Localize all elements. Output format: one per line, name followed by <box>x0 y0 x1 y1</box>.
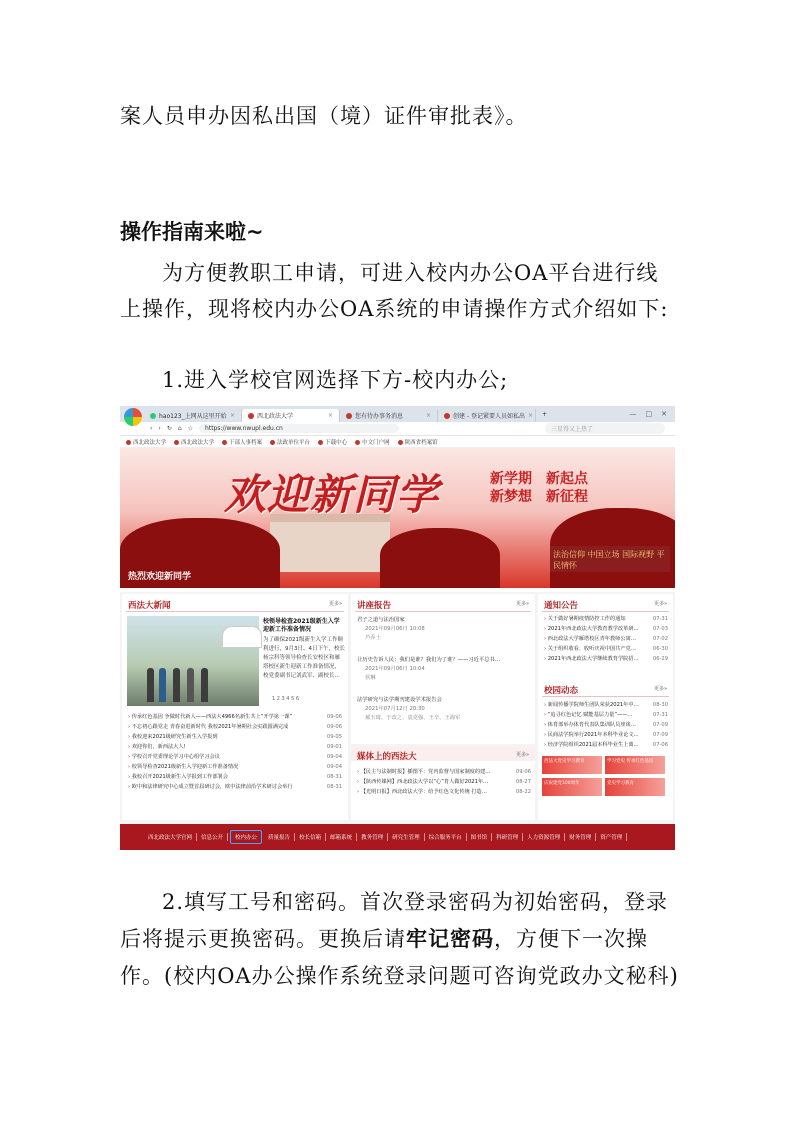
more-link[interactable]: 更多» <box>328 601 342 607</box>
footer-link[interactable]: 校长信箱 <box>295 833 326 841</box>
bookmark[interactable]: 西北政法大学 <box>174 438 214 446</box>
thumbnail-row <box>542 778 665 796</box>
campus-gate-image <box>270 514 390 572</box>
tab-label: 创建 - 登记紧要人员如私出 <box>453 413 525 420</box>
home-icon[interactable]: ⌂ <box>177 425 182 432</box>
website-screenshot <box>120 406 675 850</box>
list-item[interactable]: › 校领导检查2021级新生入学迎新工作准备情况 09-04 <box>128 762 342 772</box>
reload-icon[interactable]: ↻ <box>166 425 172 432</box>
banner-slogan: 新征程 <box>546 489 588 505</box>
close-icon[interactable]: × <box>327 412 333 419</box>
list-item[interactable]: › 【光明日报】西北政法大学：给予红色文化传统 打造… 08-22 <box>357 787 531 797</box>
bookmark[interactable]: 下载中心 <box>318 438 347 446</box>
window-controls <box>630 410 676 418</box>
step-2-text: 2.填写工号和密码。首次登录密码为初始密码，登录后将提示更换密码。更换后请 <box>120 890 669 951</box>
news-list <box>128 712 342 792</box>
footer-link[interactable]: 教务管理 <box>357 833 388 841</box>
address-bar-row <box>120 422 675 436</box>
divider <box>126 611 344 612</box>
browser-tab[interactable] <box>340 409 438 422</box>
tab-label: 西北政法大学 <box>257 413 294 420</box>
list-item[interactable]: › 西北政法大学雁塔校区青年教师公寓… 07-02 <box>544 634 668 644</box>
list-item[interactable]: › 【陕西传媒网】西北政法大学以“心”育人做好2021年… 08-27 <box>357 777 531 787</box>
list-item[interactable]: › 学校召开党委理论学习中心组学习会议 09-04 <box>128 752 342 762</box>
welcome-banner <box>120 448 675 588</box>
minimize-icon[interactable]: — <box>629 410 637 418</box>
more-link[interactable]: 更多» <box>653 686 667 692</box>
lecture-item[interactable]: 让历史告诉人民：我们是谁？我们为了谁？——习近平总书… 2021年09月06日 10:04 侯琳 <box>357 657 501 681</box>
banner-headline: 欢迎新同学 <box>224 470 440 519</box>
panel-title: 校园动态 <box>544 686 579 696</box>
step-2-paragraph <box>120 884 680 995</box>
thumbnail[interactable]: 学习党史 传承红色基因 <box>605 756 665 774</box>
step-1: 1.进入学校官网选择下方-校内办公; <box>162 368 509 392</box>
bookmark[interactable]: 法政单位平台 <box>270 438 310 446</box>
tent-image <box>222 626 262 648</box>
search-input[interactable]: 三星得又上热了 <box>545 423 665 434</box>
homepage-content <box>120 592 675 824</box>
list-item[interactable]: › 体育部举办体育代表队集训队员座谈… 07-09 <box>544 720 668 730</box>
banner-slogan: 新梦想 <box>490 489 532 505</box>
browser-logo-icon <box>124 408 142 426</box>
list-item[interactable]: › 我校召开2021级新生入学报到工作部署会 08-31 <box>128 772 342 782</box>
footer-link[interactable]: 财务管理 <box>565 833 596 841</box>
footer-link[interactable]: 质量报告 <box>264 833 295 841</box>
list-item[interactable]: › 传承红色基因 争做时代新人——西法大4966名新生共上“开学第一课” 09-06 <box>128 712 342 722</box>
footer-link[interactable]: 综合服务平台 <box>425 833 467 841</box>
tab-favicon-icon <box>150 413 156 419</box>
browser-tab-active[interactable] <box>242 409 340 422</box>
divider <box>542 611 669 612</box>
tab-label: hao123_上网从这里开始 <box>159 413 227 420</box>
maximize-icon[interactable]: □ <box>645 410 653 418</box>
list-item[interactable]: › 不忘初心跟党走 青春奋进新时代 我校2021年暑期社会实践圆满完成 09-06 <box>128 722 342 732</box>
bookmark[interactable]: 干部人事档案 <box>222 438 262 446</box>
tab-favicon-icon <box>248 413 254 419</box>
tab-favicon-icon <box>444 413 450 419</box>
list-item[interactable]: › 新闻传播学院师生团队荣获2021年中… 08-30 <box>544 700 668 710</box>
url-field[interactable]: https://www.nwupl.edu.cn <box>199 424 399 433</box>
footer-links-bar <box>120 824 675 850</box>
list-item[interactable]: › 2021年西北政法大学继续教育学院招… 06-29 <box>544 654 668 664</box>
tab-favicon-icon <box>346 413 352 419</box>
star-icon[interactable]: ☆ <box>187 425 194 432</box>
forward-icon[interactable]: › <box>158 425 161 432</box>
bookmark[interactable]: 陕西省档案馆 <box>398 438 438 446</box>
banner-tagline: 热烈欢迎新同学 <box>128 572 192 582</box>
browser-tab[interactable] <box>144 409 242 422</box>
bookmarks-bar <box>120 436 675 448</box>
footer-link-campus-office[interactable]: 校内办公 <box>230 830 262 844</box>
lecture-item[interactable]: 法学研究与法学期刊建设学术报告会 2021年07月12日 20:30 郝玉琦、于改之、袁克强、王辛、王海军 <box>357 697 461 721</box>
step-2-emphasis: 牢记密码 <box>406 927 494 951</box>
close-icon[interactable]: × <box>229 412 235 419</box>
footer-link[interactable]: 人力资源管理 <box>523 833 565 841</box>
section-heading: 操作指南来啦~ <box>120 220 264 244</box>
feature-text: 为了确保2021级新生入学工作顺利进行，9月3日、4日下午，校长杨宗科等领导检查长安校区和雁塔校区新生迎新工作准备情况，校党委副书记刘武军、副校长… <box>263 637 345 679</box>
more-link[interactable]: 更多» <box>515 752 529 758</box>
panel-title: 媒体上的西法大 <box>357 752 417 762</box>
list-item[interactable]: › 民商法学院举行2021年本科毕业论文… 07-09 <box>544 730 668 740</box>
close-icon[interactable]: × <box>425 412 431 419</box>
media-list <box>357 767 531 797</box>
more-link[interactable]: 更多» <box>653 601 667 607</box>
panel-title: 西法大新闻 <box>128 601 171 611</box>
back-icon[interactable]: ‹ <box>150 425 153 432</box>
person-figure <box>147 668 154 702</box>
more-link[interactable]: 更多» <box>515 601 529 607</box>
footer-link[interactable]: 信息公开 <box>197 833 228 841</box>
footer-link[interactable]: 邮箱系统 <box>326 833 357 841</box>
crowd-silhouette <box>380 528 500 588</box>
list-item[interactable]: › 经济学院组织2021届本科毕业生上离… 07-06 <box>544 740 668 750</box>
intro-paragraph: 为方便教职工申请，可进入校内办公OA平台进行线上操作，现将校内办公OA系统的申请操作方式介绍如下: <box>120 261 669 321</box>
feature-title: 校领导检查2021级新生入学迎新工作准备情况 <box>263 618 340 633</box>
list-item[interactable]: › 我校迎来2021级研究生新生入学报到 09-05 <box>128 732 342 742</box>
campus-list <box>544 700 668 750</box>
banner-plaque: 法治信仰 中国立场 国际视野 平民情怀 <box>550 546 670 572</box>
person-figure <box>187 668 194 702</box>
close-icon[interactable]: × <box>527 412 534 419</box>
person-figure <box>173 668 180 702</box>
browser-tab-bar <box>120 406 675 422</box>
thumbnail-row <box>542 756 665 774</box>
pagination[interactable]: 1 2 3 4 5 6 <box>272 696 300 702</box>
person-figure <box>201 668 208 702</box>
banner-slogan: 新起点 <box>546 471 588 487</box>
media-panel <box>351 747 535 820</box>
lectures-panel <box>351 594 535 744</box>
divider <box>355 611 531 612</box>
tab-label: 您有待办事务消息 <box>355 413 404 420</box>
footer-link[interactable]: 图书馆 <box>467 833 493 841</box>
list-item[interactable]: › 欧中和法律研究中心成立暨首届研讨会，欧中法律前沿学术研讨会举行 08-31 <box>128 782 342 792</box>
footer-link[interactable]: 研究生管理 <box>388 833 425 841</box>
list-item[interactable]: › “追寻红色记忆 赋能基层力量”——… 07-31 <box>544 710 668 720</box>
banner-slogan: 新学期 <box>490 471 532 487</box>
panel-title: 通知公告 <box>544 601 579 611</box>
bookmark[interactable]: 中文门户网 <box>355 438 390 446</box>
list-item[interactable]: › 关于组织收看、收听庆祝中国共产党… 06-30 <box>544 644 668 654</box>
browser-tab[interactable] <box>438 409 536 422</box>
list-item[interactable]: › 关于做好暑期疫情防控工作的通知 07-31 <box>544 614 668 624</box>
footer-link[interactable]: 科研管理 <box>492 833 523 841</box>
new-tab-icon[interactable]: + <box>542 410 548 418</box>
list-item[interactable]: › 【民主与法制时报】插图平：党内监督与国家制度的建… 09-06 <box>357 767 531 777</box>
list-item[interactable]: › 欢迎你们，新西法大人! 09-01 <box>128 742 342 752</box>
text-line-application-form: 案人员申办因私出国（境）证件审批表》。 <box>120 104 528 128</box>
thumbnail[interactable]: 庆祝建党100周年 <box>542 778 602 796</box>
notices-panel <box>538 594 673 820</box>
footer-link[interactable]: 资产管理 <box>596 833 627 841</box>
feature-story[interactable] <box>263 618 345 681</box>
list-item[interactable]: › 2021年西北政法大学教育教学改革研… 07-03 <box>544 624 668 634</box>
person-figure <box>159 668 166 702</box>
panel-title: 讲座报告 <box>357 601 392 611</box>
footer-link[interactable]: 西北政法大学官网 <box>144 833 197 841</box>
notices-list <box>544 614 668 664</box>
step-2-text-tail: ，方便下一次操作。(校内OA办公操作系统登录问题可咨询党政办文秘科) <box>120 927 679 988</box>
close-window-icon[interactable]: ✕ <box>661 410 667 418</box>
news-panel <box>122 594 348 820</box>
thumbnail[interactable]: 党史学习教育 <box>605 778 665 796</box>
thumbnail[interactable]: 西法大党史学习教育 <box>542 756 602 774</box>
news-photo[interactable] <box>127 616 259 706</box>
divider <box>542 696 669 697</box>
bookmark[interactable]: 西北政法大学 <box>126 438 166 446</box>
lecture-item[interactable]: 君子之道与法治国家 2021年09月06日 10:08 芦乔士 <box>357 617 425 641</box>
